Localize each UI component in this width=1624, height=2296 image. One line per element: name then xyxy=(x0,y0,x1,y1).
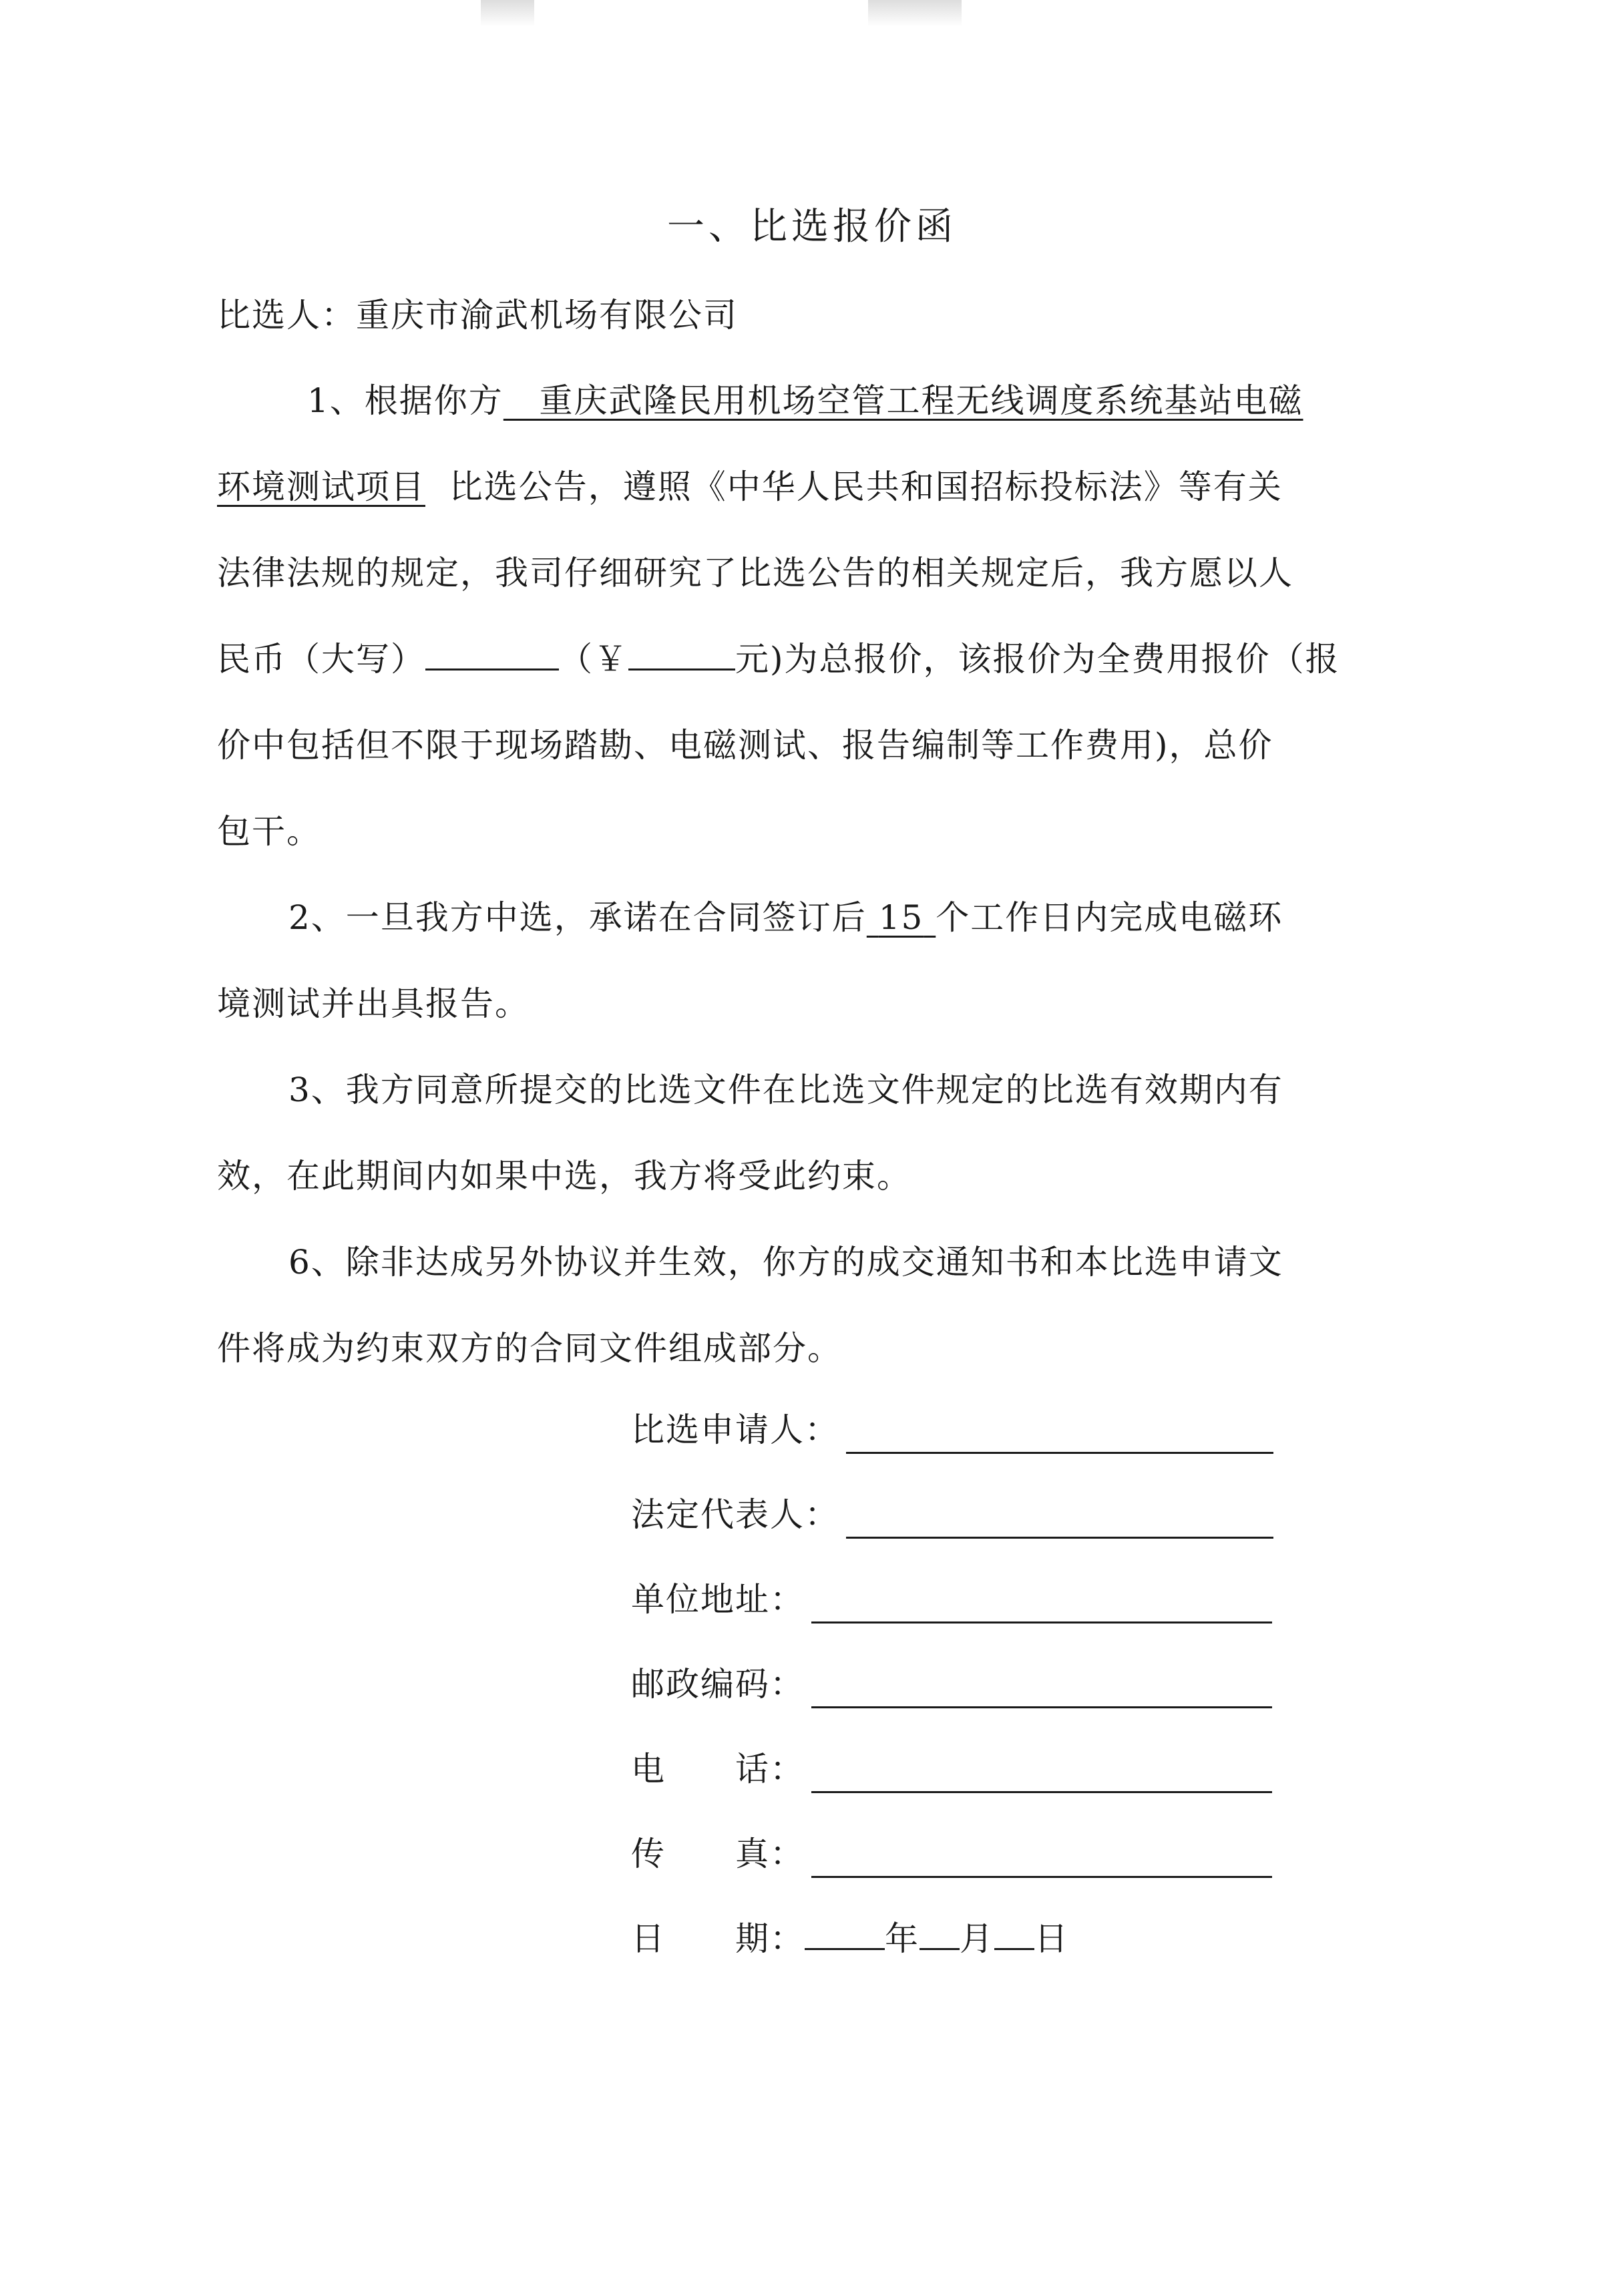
p6-line2-text: 件将成为约束双方的合同文件组成部分。 xyxy=(217,1329,842,1368)
scan-artifact xyxy=(868,0,962,27)
day-blank xyxy=(994,1915,1034,1950)
p1-line2-rest: 比选公告，遵照《中华人民共和国招标投标法》等有关 xyxy=(449,467,1283,506)
applicant-label: 比选申请人： xyxy=(631,1410,839,1449)
phone-blank xyxy=(811,1758,1272,1793)
date-row xyxy=(631,1915,1069,1963)
p6-line2 xyxy=(217,1324,842,1372)
legal-rep-label: 法定代表人： xyxy=(631,1495,839,1534)
p1-lead: 1、根据你方 xyxy=(307,381,503,420)
days-underlined xyxy=(867,898,936,937)
page-title: 一、比选报价函 xyxy=(667,205,957,248)
addressee-text: 比选人：重庆市渝武机场有限公司 xyxy=(217,296,738,335)
legal-rep-blank xyxy=(846,1503,1273,1539)
month-blank xyxy=(920,1915,960,1950)
p1-line6-text: 包干。 xyxy=(217,812,321,851)
project-name-part2: 环境测试项目 xyxy=(217,467,425,506)
p3-line2 xyxy=(217,1152,911,1200)
rmb-amount-blank xyxy=(628,635,735,671)
addressee-line xyxy=(217,291,738,339)
p1-line1 xyxy=(307,377,1303,425)
year-blank xyxy=(805,1915,885,1950)
rmb-capital-label: 民币（大写） xyxy=(217,640,425,679)
p3-line1 xyxy=(288,1066,1283,1114)
project-name-part1: 重庆武隆民用机场空管工程无线调度系统基站电磁 xyxy=(539,381,1303,420)
rmb-capital-blank xyxy=(425,635,559,671)
applicant-row xyxy=(631,1406,1273,1454)
p1-line5 xyxy=(217,721,1273,769)
p1-line4 xyxy=(217,635,1340,683)
p1-line2 xyxy=(217,463,1283,511)
phone-row xyxy=(631,1745,1272,1793)
phone-label: 电 话： xyxy=(631,1750,805,1788)
postcode-label: 邮政编码： xyxy=(631,1665,805,1704)
fax-row xyxy=(631,1830,1272,1878)
rmb-symbol-label: （￥ xyxy=(559,640,628,679)
p3-line2-text: 效，在此期间内如果中选，我方将受此约束。 xyxy=(217,1157,911,1195)
p1-line3-text: 法律法规的规定，我司仔细研究了比选公告的相关规定后，我方愿以人 xyxy=(217,554,1293,592)
fax-blank xyxy=(811,1843,1272,1878)
fax-label: 传 真： xyxy=(631,1835,805,1873)
postcode-row xyxy=(631,1660,1272,1708)
p3-line1-text: 3、我方同意所提交的比选文件在比选文件规定的比选有效期内有 xyxy=(288,1071,1283,1109)
p6-line1-text: 6、除非达成另外协议并生效，你方的成交通知书和本比选申请文 xyxy=(288,1243,1283,1282)
day-label: 日 xyxy=(1034,1919,1069,1958)
postcode-blank xyxy=(811,1673,1272,1708)
p2-lead: 2、一旦我方中选，承诺在合同签订后 xyxy=(288,898,867,937)
year-label: 年 xyxy=(885,1919,920,1958)
p2-line1-rest: 个工作日内完成电磁环 xyxy=(936,898,1283,937)
applicant-blank xyxy=(846,1418,1273,1454)
p6-line1 xyxy=(288,1238,1283,1286)
address-label: 单位地址： xyxy=(631,1580,805,1619)
project-name-underlined xyxy=(503,381,1303,420)
address-blank xyxy=(811,1588,1272,1623)
p2-line2-text: 境测试并出具报告。 xyxy=(217,984,530,1023)
month-label: 月 xyxy=(960,1919,994,1958)
p1-line3 xyxy=(217,549,1293,597)
p1-line6 xyxy=(217,807,321,855)
p2-line1 xyxy=(288,894,1283,942)
legal-rep-row xyxy=(631,1491,1273,1539)
p1-line5-text: 价中包括但不限于现场踏勘、电磁测试、报告编制等工作费用)，总价 xyxy=(217,726,1273,765)
date-label: 日 期： xyxy=(631,1919,805,1958)
address-row xyxy=(631,1575,1272,1623)
p2-line2 xyxy=(217,980,530,1028)
p1-line4-rest: 元)为总报价，该报价为全费用报价（报 xyxy=(735,640,1340,679)
days-value: 15 xyxy=(878,898,924,937)
scan-artifact xyxy=(481,0,534,27)
